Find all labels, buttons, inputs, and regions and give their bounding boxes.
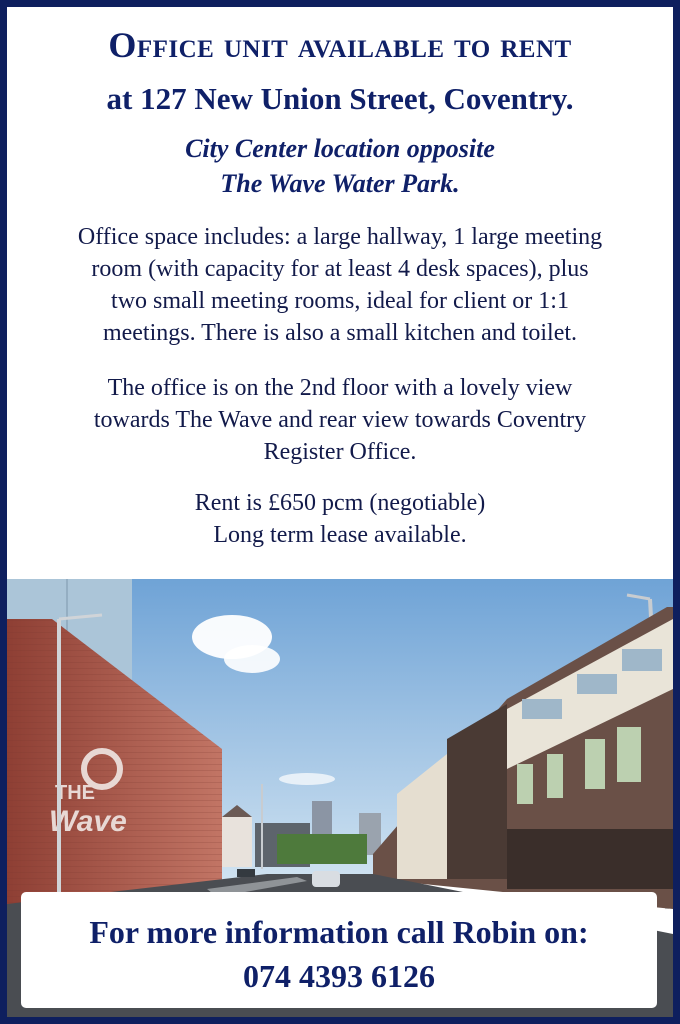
headline: Office unit available to rent <box>108 25 572 65</box>
car <box>312 871 340 887</box>
wave-sign-large: Wave <box>49 805 127 838</box>
description-line: room (with capacity for at least 4 desk spaces), plus <box>91 256 589 282</box>
rent-line: Rent is £650 pcm (negotiable) <box>194 490 486 516</box>
contact-text: For more information call Robin on: <box>89 914 589 950</box>
floor-info-line: Register Office. <box>263 439 417 465</box>
location-line: City Center location opposite <box>185 134 495 163</box>
rent-line: Long term lease available. <box>213 522 467 548</box>
phone-number: 074 4393 6126 <box>243 958 435 994</box>
contact-box <box>21 892 657 1008</box>
description-line: Office space includes: a large hallway, 1 large meeting <box>77 224 603 250</box>
description-line: meetings. There is also a small kitchen and toilet. <box>102 320 578 346</box>
description-line: two small meeting rooms, ideal for client or 1:1 <box>111 288 569 314</box>
address: at 127 New Union Street, Coventry. <box>106 81 574 116</box>
floor-info-line: towards The Wave and rear view towards Coventry <box>93 407 587 433</box>
location-text <box>7 131 673 201</box>
wave-sign-small: THE <box>55 782 95 804</box>
rent-paragraph <box>15 487 665 551</box>
floor-info-line: The office is on the 2nd floor with a lovely view <box>107 375 573 401</box>
description-paragraph <box>15 221 665 349</box>
floor-info-paragraph <box>15 372 665 468</box>
location-line: The Wave Water Park. <box>220 169 460 198</box>
